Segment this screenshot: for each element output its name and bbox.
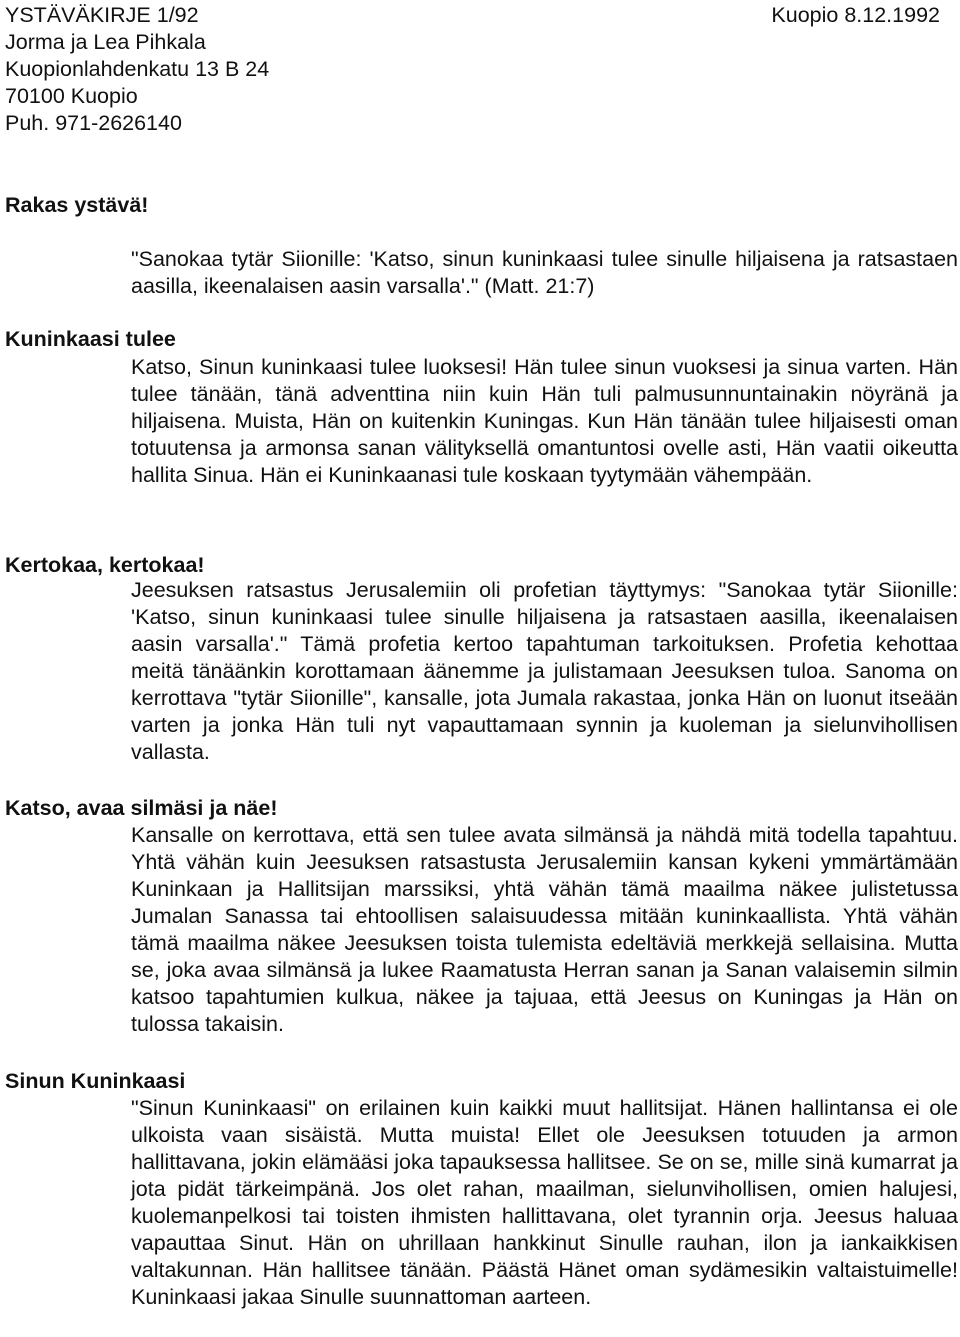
section-text-katso-avaa: Kansalle on kerrottava, että sen tulee avata silmänsä ja nähdä mitä todella tapahtuu. Yhtä vähän kuin Jeesuksen ratsastusta Jerusalemiin kansan kykeni ymmärtämään Kuninkaan ja Hallitsijan marssiksi, yhtä vähän tämä maailma näkee julistetussa Jumalan Sanassa tai ehtoollisen salaisuudessa mitään kuninkaallista. Yhtä vähän tämä maailma näkee Jeesuksen toista tulemista edeltäviä merkkejä sellaisina. Mutta se, joka avaa silmänsä ja lukee Raamatusta Herran sanan ja Sanan valaisemin silmin katsoo tapahtumien kulkua, näkee ja tajuaa, että Jeesus on Kuningas ja Hän on tulossa takaisin.	[131, 823, 958, 1036]
intro-bible-quote: "Sanokaa tytär Siionille: 'Katso, sinun kuninkaasi tulee sinulle hiljaisena ja ratsastaen aasilla, ikeenalaisen aasin varsalla'." (Matt. 21:7)	[131, 247, 958, 298]
sender-street-address: Kuopionlahdenkatu 13 B 24	[5, 57, 270, 81]
greeting: Rakas ystävä!	[5, 193, 149, 217]
section-heading-katso-avaa: Katso, avaa silmäsi ja näe!	[5, 796, 278, 820]
sender-names: Jorma ja Lea Pihkala	[5, 30, 206, 54]
section-heading-sinun-kuninkaasi: Sinun Kuninkaasi	[5, 1069, 186, 1093]
sender-phone: Puh. 971-2626140	[5, 111, 182, 135]
section-text-sinun-kuninkaasi: "Sinun Kuninkaasi" on erilainen kuin kaikki muut hallitsijat. Hänen hallintansa ei ole ulkoista vaan sisäistä. Mutta muista! Ellet ole Jeesuksen totuuden ja armon hallittavana, jokin elämääsi joka tapauksessa hallitsee. Se on se, mille sinä kumarrat ja jota pidät tärkeimpänä. Jos olet rahan, maailman, sielunvihollisen, omien halujesi, kuolemanpelkosi tai toisten ihmisten hallittavana, olet tyrannin orja. Jeesus haluaa vapauttaa Sinut. Hän on uhrillaan hankkinut Sinulle rauhan, ilon ja iankaikkisen valtakunnan. Hän hallitsee tänään. Päästä Hänet oman sydämesikin valtaistuimelle! Kuninkaasi jakaa Sinulle suunnattoman aarteen.	[131, 1096, 958, 1309]
section-heading-kertokaa: Kertokaa, kertokaa!	[5, 553, 205, 577]
place-and-date: Kuopio 8.12.1992	[771, 3, 940, 27]
section-heading-kuninkaasi-tulee: Kuninkaasi tulee	[5, 327, 176, 351]
section-text-kuninkaasi-tulee: Katso, Sinun kuninkaasi tulee luoksesi! Hän tulee sinun vuoksesi ja sinua varten. Hän tulee tänään, tänä adventtina niin kuin Hän tuli palmusunnuntainakin nöyränä ja hiljaisena. Muista, Hän on kuitenkin Kuningas. Kun Hän tänään tulee hiljaisesti oman totuutensa ja armonsa sanan välityksellä omantuntosi ovelle asti, Hän vaatii oikeutta hallita Sinua. Hän ei Kuninkaanasi tule koskaan tyytymään vähempään.	[131, 355, 958, 487]
section-text-kertokaa: Jeesuksen ratsastus Jerusalemiin oli profetian täyttymys: "Sanokaa tytär Siionille: 'Katso, sinun kuninkaasi tulee sinulle hiljaisena ja ratsastaen aasilla, ikeenalaisen aasin varsalla'." Tämä profetia kertoo tapahtuman tarkoituksen. Profetia kehottaa meitä tänäänkin korottamaan äänemme ja julistamaan Jeesuksen tuloa. Sanoma on kerrottava "tytär Siionille", kansalle, jota Jumala rakastaa, jonka Hän on luonut itseään varten ja jonka Hän tuli nyt vapauttamaan synnin ja kuoleman ja sielunvihollisen vallasta.	[131, 578, 958, 764]
sender-postal-address: 70100 Kuopio	[5, 84, 138, 108]
letter-title: YSTÄVÄKIRJE 1/92	[5, 3, 199, 27]
